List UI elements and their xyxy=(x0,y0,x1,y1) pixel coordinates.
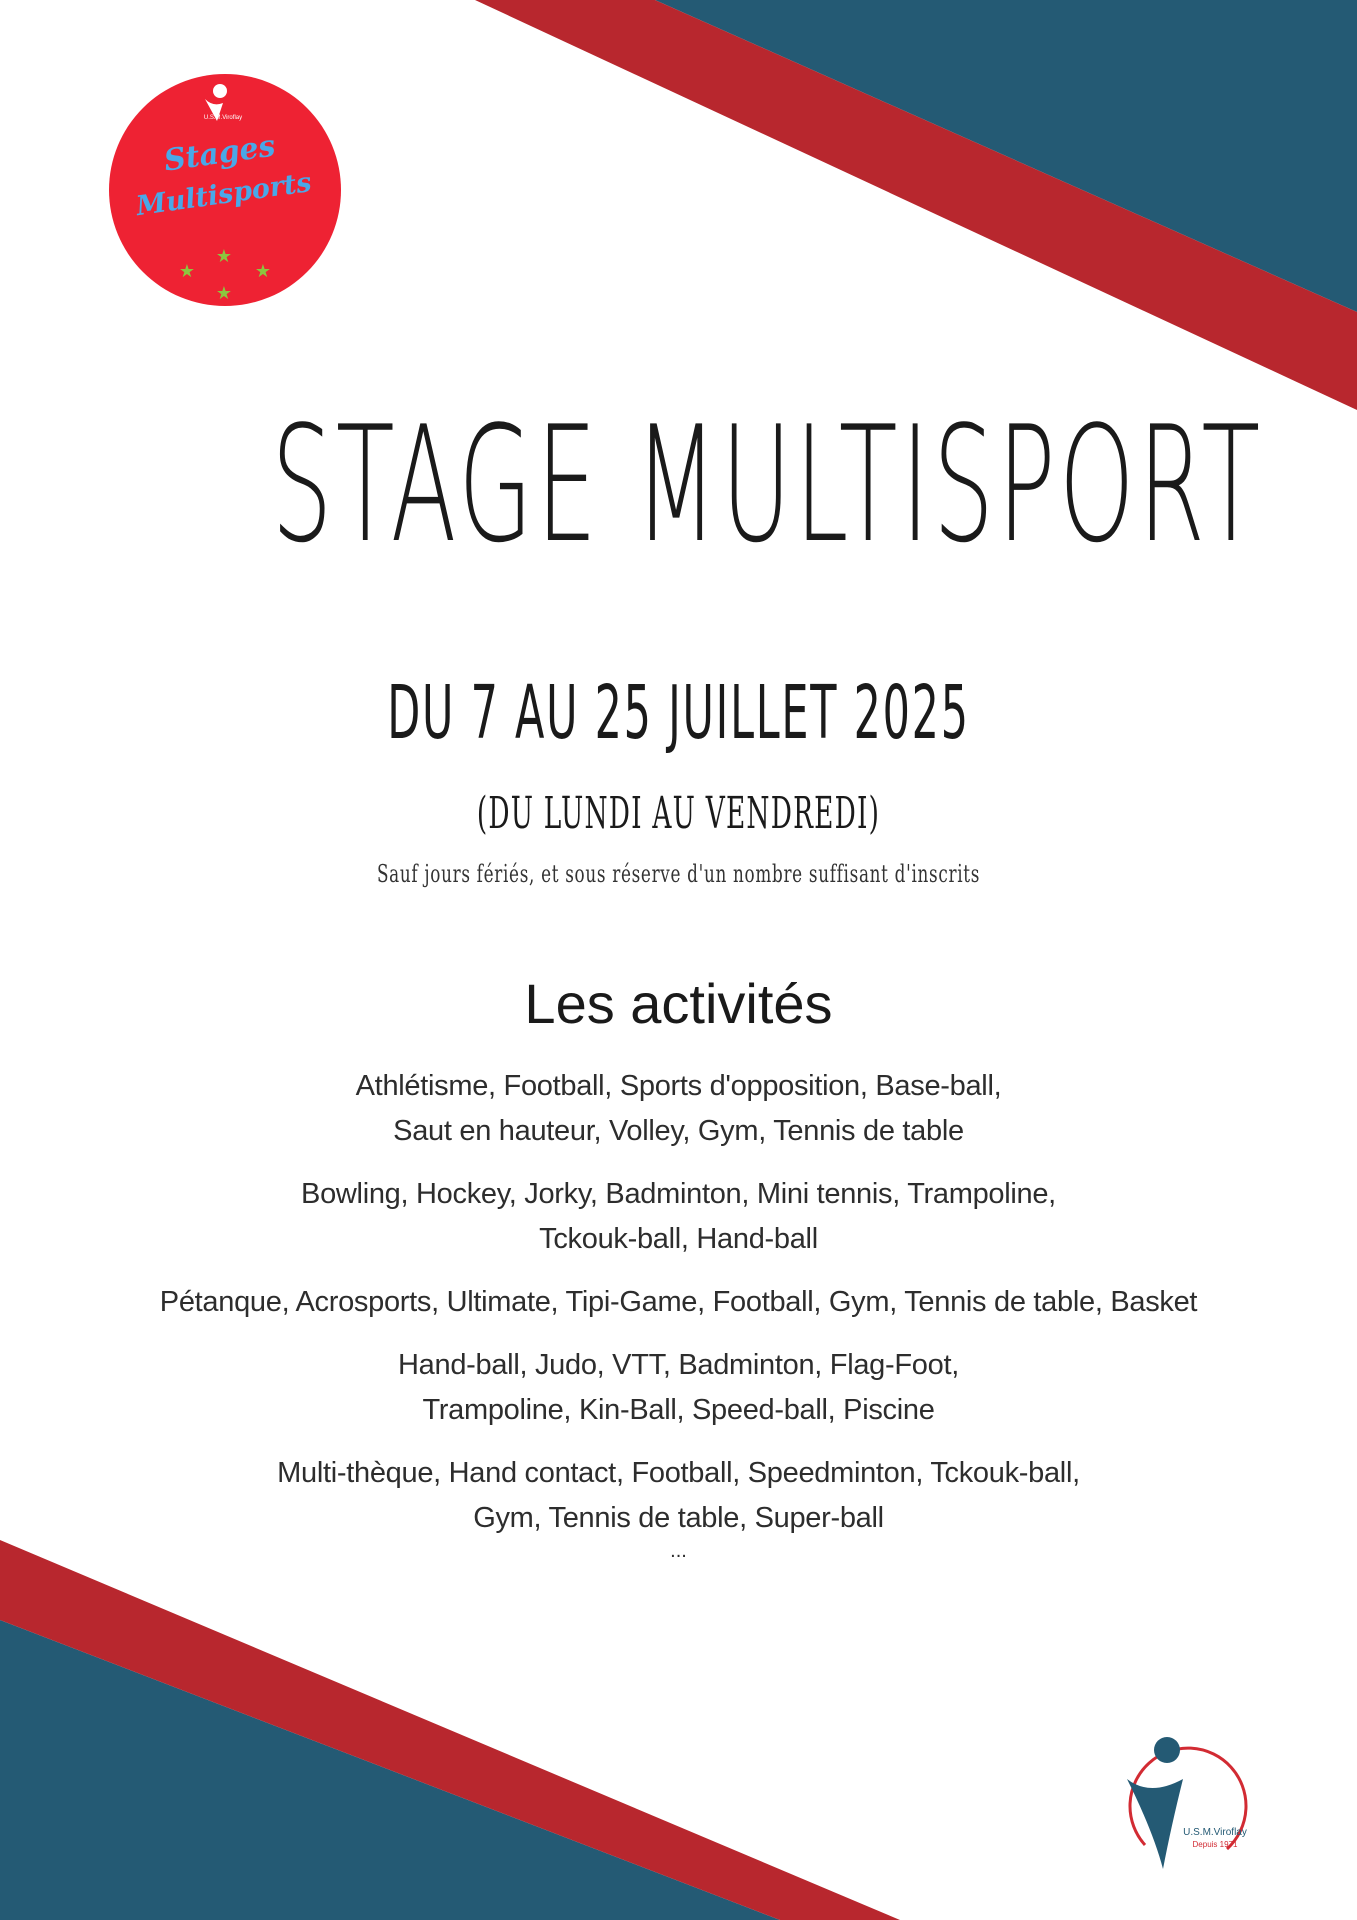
activity-line: Trampoline, Kin-Ball, Speed-ball, Piscine xyxy=(422,1394,935,1426)
activity-line: Athlétisme, Football, Sports d'opposition, Base-ball, xyxy=(355,1070,1002,1102)
club-logo-head xyxy=(1154,1737,1180,1763)
activity-group xyxy=(0,1064,1357,1154)
activity-group xyxy=(0,1343,1357,1433)
activity-line: Gym, Tennis de table, Super-ball xyxy=(473,1502,884,1534)
club-logo-body xyxy=(1127,1779,1183,1869)
activity-line: Pétanque, Acrosports, Ultimate, Tipi-Game, Football, Gym, Tennis de table, Basket xyxy=(159,1286,1198,1318)
stages-multisports-badge xyxy=(103,63,348,318)
badge-line2: Multisports xyxy=(134,166,314,223)
activity-group xyxy=(0,1280,1357,1325)
club-logo-since: Depuis 1971 xyxy=(1192,1840,1238,1849)
activity-group xyxy=(0,1172,1357,1262)
activities-list xyxy=(0,1064,1357,1559)
badge-person-head xyxy=(213,84,227,98)
date-range: DU 7 AU 25 JUILLET 2025 xyxy=(387,670,970,756)
activity-line: Multi-thèque, Hand contact, Football, Speedminton, Tckouk-ball, xyxy=(277,1457,1080,1489)
activity-line: Bowling, Hockey, Jorky, Badminton, Mini tennis, Trampoline, xyxy=(301,1178,1056,1210)
conditions-note: Sauf jours fériés, et sous réserve d'un nombre suffisant d'inscrits xyxy=(376,860,981,888)
weekdays-note: (DU LUNDI AU VENDREDI) xyxy=(476,788,881,839)
star-icon: ★ xyxy=(215,246,233,266)
badge-line1: Stages xyxy=(161,128,278,179)
activity-line: Saut en hauteur, Volley, Gym, Tennis de table xyxy=(393,1115,964,1147)
activity-line: Tckouk-ball, Hand-ball xyxy=(539,1223,818,1255)
badge-club-text: U.S.M.Viroflay xyxy=(203,115,243,121)
activity-group xyxy=(0,1451,1357,1541)
star-icon: ★ xyxy=(254,261,272,281)
club-logo-name: U.S.M.Viroflay xyxy=(1183,1827,1247,1838)
star-icon: ★ xyxy=(215,283,233,303)
page-title: STAGE MULTISPORT xyxy=(271,391,1264,578)
activities-title: Les activités xyxy=(524,972,833,1035)
activity-line: Hand-ball, Judo, VTT, Badminton, Flag-Foot, xyxy=(398,1349,959,1381)
club-logo xyxy=(1105,1727,1255,1882)
activities-ellipsis: ... xyxy=(670,1540,687,1562)
star-icon: ★ xyxy=(178,261,196,281)
